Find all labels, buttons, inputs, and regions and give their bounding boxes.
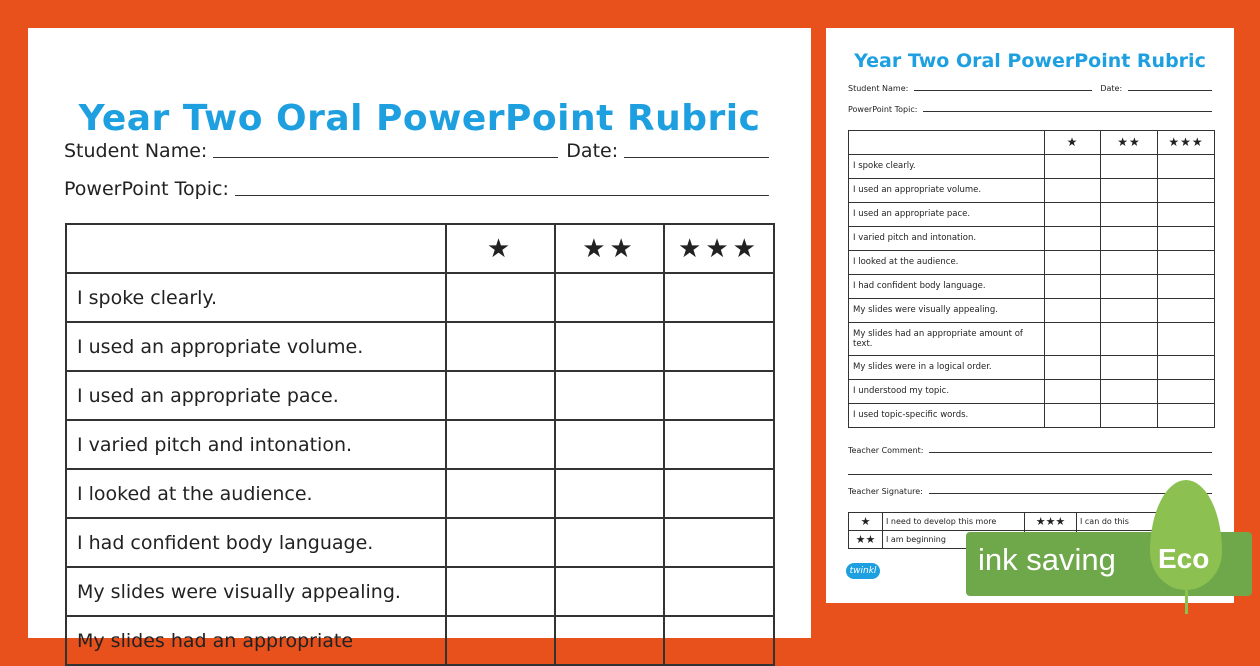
criterion-label: My slides were in a logical order. (849, 356, 1045, 380)
small-name-date-row (848, 84, 1212, 93)
three-star-header: ★★★ (664, 224, 774, 273)
leaf-stem-icon (1185, 590, 1188, 614)
key-stars: ★★★ (1025, 513, 1077, 531)
key-stars: ★★ (849, 531, 883, 549)
rating-cell[interactable] (446, 322, 555, 371)
criterion-label: I looked at the audience. (849, 251, 1045, 275)
table-row (66, 567, 774, 616)
table-row (849, 380, 1215, 404)
small-topic-row (848, 105, 1212, 114)
small-date-line (1128, 89, 1212, 91)
table-row (66, 420, 774, 469)
small-header-blank-cell (849, 131, 1045, 155)
table-row (849, 179, 1215, 203)
criterion-label: I varied pitch and intonation. (66, 420, 446, 469)
criterion-label: I spoke clearly. (849, 155, 1045, 179)
table-row (66, 616, 774, 665)
small-one-star-header: ★ (1045, 131, 1101, 155)
criterion-label: I used an appropriate volume. (849, 179, 1045, 203)
topic-label: PowerPoint Topic: (64, 178, 229, 200)
rating-cell[interactable] (446, 567, 555, 616)
rating-cell[interactable] (664, 322, 774, 371)
table-row (849, 275, 1215, 299)
small-three-star-header: ★★★ (1158, 131, 1215, 155)
table-row (849, 299, 1215, 323)
one-star-header: ★ (446, 224, 555, 273)
key-text: I need to develop this more (883, 513, 1025, 531)
rating-cell[interactable] (446, 616, 555, 665)
criterion-label: I spoke clearly. (66, 273, 446, 322)
small-rubric-table (848, 130, 1215, 428)
criterion-label: I understood my topic. (849, 380, 1045, 404)
rating-cell[interactable] (555, 371, 664, 420)
criterion-label: I looked at the audience. (66, 469, 446, 518)
large-rubric-table (65, 223, 775, 666)
teacher-comment-row (848, 446, 1212, 455)
table-row (849, 155, 1215, 179)
rating-cell[interactable] (664, 567, 774, 616)
rating-cell[interactable] (664, 420, 774, 469)
date-line (624, 156, 769, 158)
criterion-label: My slides were visually appealing. (66, 567, 446, 616)
small-date-label: Date: (1100, 84, 1123, 93)
small-table-header-row (849, 131, 1215, 155)
student-name-line (213, 156, 558, 158)
topic-line (235, 194, 769, 196)
criterion-label: My slides had an appropriate (66, 616, 446, 665)
table-row (66, 322, 774, 371)
rating-cell[interactable] (664, 371, 774, 420)
rating-cell[interactable] (555, 420, 664, 469)
key-text: I am beginning (883, 531, 1025, 549)
rating-cell[interactable] (664, 273, 774, 322)
large-worksheet (28, 28, 811, 652)
table-row (849, 356, 1215, 380)
table-row (66, 371, 774, 420)
criterion-label: I had confident body language. (849, 275, 1045, 299)
teacher-signature-row (848, 487, 1212, 496)
rating-cell[interactable] (446, 371, 555, 420)
small-topic-line (923, 110, 1212, 112)
table-row (849, 323, 1215, 356)
table-row (66, 273, 774, 322)
table-row (849, 227, 1215, 251)
criterion-label: I used topic-specific words. (849, 404, 1045, 428)
table-row (849, 251, 1215, 275)
teacher-comment-line-2 (848, 474, 1212, 475)
header-blank-cell (66, 224, 446, 273)
criterion-label: I varied pitch and intonation. (849, 227, 1045, 251)
large-topic-row (64, 178, 769, 200)
small-student-name-line (914, 89, 1092, 91)
table-row (849, 404, 1215, 428)
teacher-signature-label: Teacher Signature: (848, 487, 923, 496)
ink-saving-text: ink saving (978, 542, 1116, 577)
rating-cell[interactable] (664, 469, 774, 518)
table-row (66, 469, 774, 518)
rating-cell[interactable] (555, 518, 664, 567)
two-star-header: ★★ (555, 224, 664, 273)
table-row (66, 518, 774, 567)
criterion-label: I used an appropriate pace. (849, 203, 1045, 227)
date-label: Date: (566, 140, 619, 162)
rating-cell[interactable] (664, 518, 774, 567)
rating-cell[interactable] (446, 273, 555, 322)
rating-cell[interactable] (555, 469, 664, 518)
table-row (849, 203, 1215, 227)
large-name-date-row (64, 140, 769, 162)
rating-cell[interactable] (555, 322, 664, 371)
rating-cell[interactable] (446, 469, 555, 518)
rating-cell[interactable] (664, 616, 774, 665)
twinkl-logo: twinkl (846, 563, 880, 579)
teacher-comment-label: Teacher Comment: (848, 446, 924, 455)
teacher-comment-line (929, 451, 1212, 453)
large-title: Year Two Oral PowerPoint Rubric (78, 98, 761, 139)
criterion-label: My slides were visually appealing. (849, 299, 1045, 323)
table-header-row (66, 224, 774, 273)
student-name-label: Student Name: (64, 140, 208, 162)
key-stars: ★ (849, 513, 883, 531)
criterion-label: I had confident body language. (66, 518, 446, 567)
small-topic-label: PowerPoint Topic: (848, 105, 918, 114)
rating-cell[interactable] (555, 273, 664, 322)
small-student-name-label: Student Name: (848, 84, 909, 93)
small-two-star-header: ★★ (1101, 131, 1158, 155)
rating-cell[interactable] (446, 420, 555, 469)
key-text: I can do this (1077, 513, 1215, 531)
small-title: Year Two Oral PowerPoint Rubric (854, 50, 1206, 72)
eco-label: Eco (1158, 543, 1210, 574)
rating-cell[interactable] (555, 567, 664, 616)
rating-cell[interactable] (446, 518, 555, 567)
criterion-label: I used an appropriate volume. (66, 322, 446, 371)
criterion-label: I used an appropriate pace. (66, 371, 446, 420)
rating-cell[interactable] (555, 616, 664, 665)
criterion-label: My slides had an appropriate amount of text. (849, 323, 1045, 356)
